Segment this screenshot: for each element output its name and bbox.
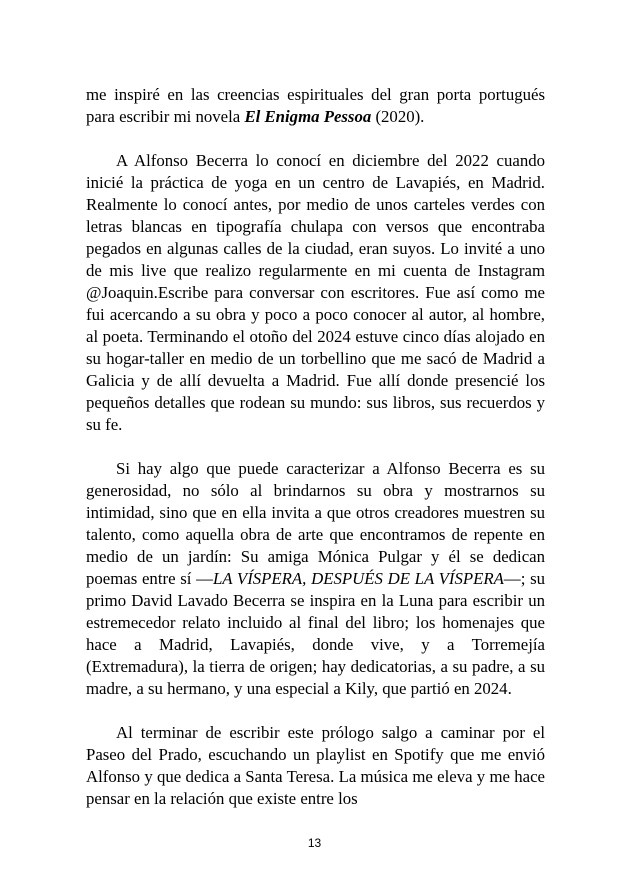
paragraph-3 (86, 458, 545, 700)
paragraph-4-text: Al terminar de escribir este prólogo salgo a caminar por el Paseo del Prado, escuchando un playlist en Spotify que me envió Alfonso y que dedica a Santa Teresa. La música me eleva y me hace pensar en la relación que existe entre los (86, 723, 545, 808)
paragraph-2 (86, 150, 545, 436)
poem-title: LA VÍSPERA, DESPUÉS DE LA VÍSPERA (212, 569, 504, 588)
paragraph-1 (86, 84, 545, 128)
paragraph-3-text: Si hay algo que puede caracterizar a Alfonso Becerra es su generosidad, no sólo al brindarnos su obra y mostrarnos su intimidad, sino que en ella invita a que otros creadores muestren su talento, como aquella obra de arte que encontramos de repente en medio de un jardín: Su amiga Mónica Pulgar y él se dedican poemas entre sí — (86, 459, 545, 588)
novel-title: El Enigma Pessoa (244, 107, 372, 126)
paragraph-2-text: A Alfonso Becerra lo conocí en diciembre del 2022 cuando inicié la práctica de yoga en un centro de Lavapiés, en Madrid. Realmente lo conocí antes, por medio de unos carteles verdes con letras blancas en tipografía chulapa con versos que encontraba pegados en algunas calles de la ciudad, eran suyos. Lo invité a uno de mis live que realizo regularmente en mi cuenta de Instagram @Joaquin.Escribe para conversar con escritores. Fue así como me fui acercando a su obra y poco a poco conocer al autor, al hombre, al poeta. Terminando el otoño del 2024 estuve cinco días alojado en su hogar-taller en medio de un torbellino que me sacó de Madrid a Galicia y de allí devuelta a Madrid. Fue allí donde presencié los pequeños detalles que rodean su mundo: sus libros, sus recuerdos y su fe. (86, 151, 545, 434)
paragraph-4 (86, 722, 545, 810)
paragraph-1-text: me inspiré en las creencias espirituales del gran porta portugués para escribir mi novela (86, 85, 545, 126)
page-body-text (86, 84, 545, 810)
paragraph-1-text-end: (2020). (371, 107, 425, 126)
paragraph-3-text-end: —; su primo David Lavado Becerra se inspira en la Luna para escribir un estremecedor relato incluido al final del libro; los homenajes que hace a Madrid, Lavapiés, donde vive, y a Torremejía (Extremadura), la tierra de origen; hay dedicatorias, a su padre, a su madre, a su hermano, y una especial a Kily, que partió en 2024. (86, 569, 545, 698)
page-number: 13 (307, 836, 322, 850)
